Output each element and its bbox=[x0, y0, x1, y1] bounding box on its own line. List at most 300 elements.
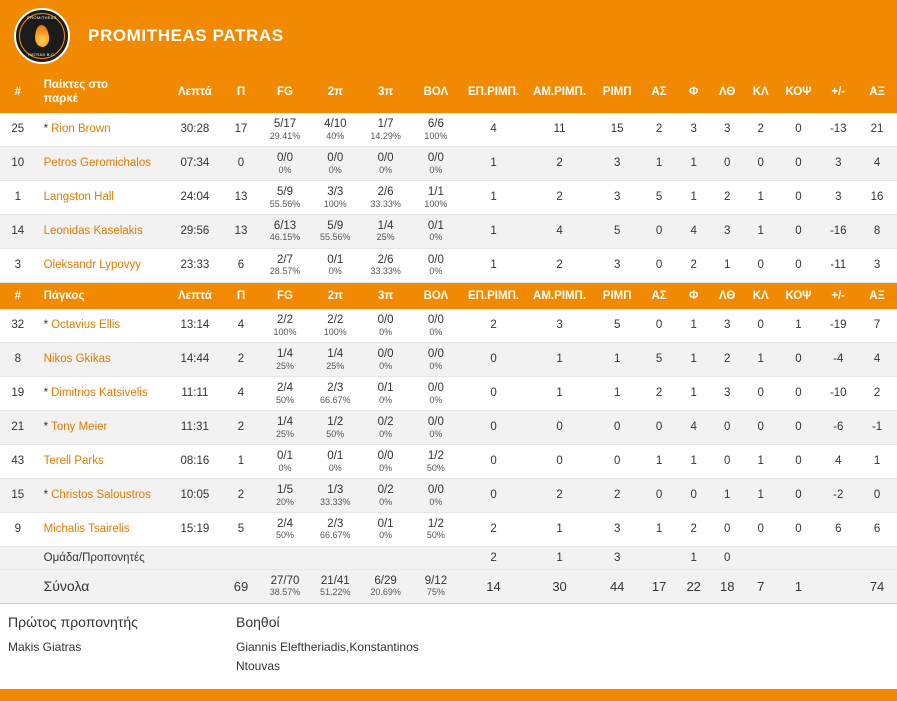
starter-two-made: 4/10 bbox=[324, 117, 347, 130]
bench-fg bbox=[260, 342, 310, 376]
totals-pm bbox=[819, 569, 857, 603]
starter-fg-made: 6/13 bbox=[273, 219, 297, 232]
bench-reb: 1 bbox=[593, 342, 641, 376]
col-three: 3π bbox=[360, 72, 410, 113]
bench-two-pct: 100% bbox=[323, 326, 347, 337]
bench-ft-made: 0/0 bbox=[427, 347, 444, 360]
col-fg-bench: FG bbox=[260, 282, 310, 309]
bench-fg-made: 1/4 bbox=[277, 347, 293, 360]
bench-three-made: 0/2 bbox=[377, 483, 394, 496]
bench-two bbox=[310, 410, 360, 444]
bench-blk: 0 bbox=[744, 410, 778, 444]
starter-three bbox=[360, 113, 410, 146]
bench-name-cell bbox=[36, 376, 168, 410]
starter-number: 25 bbox=[0, 113, 36, 146]
bench-ft bbox=[411, 309, 461, 342]
bench-ft-pct: 0% bbox=[429, 394, 443, 405]
bench-number: 43 bbox=[0, 444, 36, 478]
starter-fouls: 0 bbox=[778, 214, 820, 248]
starter-blk: 0 bbox=[744, 146, 778, 180]
starter-to: 1 bbox=[677, 146, 711, 180]
bench-name-cell bbox=[36, 410, 168, 444]
summary-body bbox=[0, 546, 897, 603]
bench-three-made: 0/0 bbox=[377, 347, 394, 360]
bench-fg bbox=[260, 410, 310, 444]
bench-blk: 0 bbox=[744, 376, 778, 410]
bench-two-made: 1/4 bbox=[327, 347, 344, 360]
bench-two-made: 2/3 bbox=[327, 381, 344, 394]
totals-ft bbox=[411, 569, 461, 603]
table-row[interactable] bbox=[0, 410, 897, 444]
starter-blk: 0 bbox=[744, 248, 778, 282]
table-row[interactable] bbox=[0, 248, 897, 282]
starter-two-made: 3/3 bbox=[327, 185, 344, 198]
bench-stl: 1 bbox=[710, 478, 744, 512]
col-points-bench: Π bbox=[222, 282, 260, 309]
bench-stl: 2 bbox=[710, 342, 744, 376]
table-row[interactable] bbox=[0, 309, 897, 342]
starter-eff: 21 bbox=[857, 113, 897, 146]
col-bench: Πάγκος bbox=[36, 282, 168, 309]
starter-fouls: 0 bbox=[778, 248, 820, 282]
bench-eff: 1 bbox=[857, 444, 897, 478]
bench-two bbox=[310, 478, 360, 512]
starter-number: 10 bbox=[0, 146, 36, 180]
totals-two-pct: 51.22% bbox=[320, 587, 351, 598]
team-row-to: 1 bbox=[677, 546, 711, 569]
starter-eff: 3 bbox=[857, 248, 897, 282]
head-coach-block bbox=[8, 614, 236, 676]
starter-name-cell bbox=[36, 214, 168, 248]
starter-three bbox=[360, 146, 410, 180]
totals-fg-pct: 38.57% bbox=[269, 587, 301, 598]
bench-blk: 1 bbox=[744, 444, 778, 478]
bench-reb: 0 bbox=[593, 410, 641, 444]
starter-points: 0 bbox=[222, 146, 260, 180]
starter-eff: 4 bbox=[857, 146, 897, 180]
table-row[interactable] bbox=[0, 512, 897, 546]
bench-stl: 0 bbox=[710, 410, 744, 444]
bench-three-pct: 0% bbox=[379, 394, 393, 405]
starter-ast: 1 bbox=[641, 146, 677, 180]
totals-num bbox=[0, 569, 36, 603]
col-ast-bench: ΑΣ bbox=[641, 282, 677, 309]
bench-two bbox=[310, 376, 360, 410]
starter-ft-made: 6/6 bbox=[427, 117, 444, 130]
player-link[interactable]: Leonidas Kaselakis bbox=[43, 225, 143, 238]
team-row-oreb: 2 bbox=[461, 546, 526, 569]
bench-oreb: 2 bbox=[461, 512, 526, 546]
totals-ast: 17 bbox=[641, 569, 677, 603]
bench-minutes: 10:05 bbox=[168, 478, 222, 512]
col-stl: ΛΘ bbox=[710, 72, 744, 113]
bench-name-cell bbox=[36, 512, 168, 546]
starter-minutes: 24:04 bbox=[168, 180, 222, 214]
col-two-bench: 2π bbox=[310, 282, 360, 309]
bench-fg bbox=[260, 478, 310, 512]
bench-ft bbox=[411, 478, 461, 512]
totals-to: 22 bbox=[677, 569, 711, 603]
starters-header-row bbox=[0, 72, 897, 113]
bench-ft bbox=[411, 444, 461, 478]
bench-three-pct: 0% bbox=[379, 326, 393, 337]
player-link[interactable]: Octavius Ellis bbox=[51, 319, 121, 332]
bench-dreb: 1 bbox=[526, 376, 593, 410]
bench-stl: 3 bbox=[710, 376, 744, 410]
player-link[interactable]: Rion Brown bbox=[51, 123, 111, 136]
bench-eff: 4 bbox=[857, 342, 897, 376]
team-row-eff bbox=[857, 546, 897, 569]
starter-ft-made: 0/0 bbox=[427, 151, 444, 164]
bench-two-made: 2/2 bbox=[327, 313, 344, 326]
starter-eff: 16 bbox=[857, 180, 897, 214]
team-logo-icon bbox=[14, 8, 70, 64]
starter-minutes: 07:34 bbox=[168, 146, 222, 180]
bench-ft bbox=[411, 342, 461, 376]
bench-dreb: 1 bbox=[526, 342, 593, 376]
player-link[interactable]: Oleksandr Lypovyy bbox=[43, 259, 141, 272]
bench-stl: 3 bbox=[710, 309, 744, 342]
col-fg: FG bbox=[260, 72, 310, 113]
totals-ft-pct: 75% bbox=[426, 587, 445, 598]
starter-ast: 2 bbox=[641, 113, 677, 146]
col-eff: ΑΞ bbox=[857, 72, 897, 113]
bench-three-made: 0/2 bbox=[377, 415, 394, 428]
bench-to: 1 bbox=[677, 444, 711, 478]
bench-two-pct: 50% bbox=[326, 428, 345, 439]
bench-header-row bbox=[0, 282, 897, 309]
bench-two-pct: 25% bbox=[326, 360, 345, 371]
starter-ft bbox=[411, 214, 461, 248]
starter-fouls: 0 bbox=[778, 180, 820, 214]
starter-ft bbox=[411, 113, 461, 146]
bench-three-pct: 0% bbox=[379, 496, 393, 507]
bench-fg-made: 1/5 bbox=[277, 483, 293, 496]
bench-name-cell bbox=[36, 478, 168, 512]
team-row-ft bbox=[411, 546, 461, 569]
starter-stl: 2 bbox=[710, 180, 744, 214]
boxscore-table bbox=[0, 72, 897, 604]
totals-fg bbox=[260, 569, 310, 603]
bench-reb: 0 bbox=[593, 444, 641, 478]
bench-minutes: 14:44 bbox=[168, 342, 222, 376]
starter-three bbox=[360, 214, 410, 248]
bench-plusminus: -2 bbox=[819, 478, 857, 512]
totals-reb: 44 bbox=[593, 569, 641, 603]
col-to-bench: Φ bbox=[677, 282, 711, 309]
player-link[interactable]: Langston Hall bbox=[43, 191, 114, 204]
col-reb-bench: ΡΙΜΠ bbox=[593, 282, 641, 309]
starter-two-pct: 55.56% bbox=[320, 232, 351, 243]
table-row[interactable] bbox=[0, 180, 897, 214]
starter-ft bbox=[411, 180, 461, 214]
bench-two bbox=[310, 309, 360, 342]
starter-oreb: 1 bbox=[461, 146, 526, 180]
starter-number: 3 bbox=[0, 248, 36, 282]
bench-plusminus: -4 bbox=[819, 342, 857, 376]
bench-three bbox=[360, 309, 410, 342]
starter-two bbox=[310, 248, 360, 282]
table-row[interactable] bbox=[0, 444, 897, 478]
bench-two-made: 1/2 bbox=[327, 415, 344, 428]
starter-to: 2 bbox=[677, 248, 711, 282]
starter-points: 13 bbox=[222, 214, 260, 248]
starter-two-pct: 0% bbox=[328, 164, 342, 175]
totals-dreb: 30 bbox=[526, 569, 593, 603]
bench-three-pct: 0% bbox=[379, 360, 393, 371]
bench-fg-pct: 0% bbox=[278, 462, 292, 473]
team-row-fouls bbox=[778, 546, 820, 569]
starter-three bbox=[360, 248, 410, 282]
starter-ft bbox=[411, 146, 461, 180]
bench-fg bbox=[260, 444, 310, 478]
bench-stl: 0 bbox=[710, 512, 744, 546]
starter-three-pct: 14.29% bbox=[370, 130, 401, 141]
totals-label: Σύνολα bbox=[36, 569, 168, 603]
starter-reb: 15 bbox=[593, 113, 641, 146]
player-link[interactable]: Nikos Gkikas bbox=[43, 353, 111, 366]
bench-two-made: 1/3 bbox=[327, 483, 344, 496]
starter-ft bbox=[411, 248, 461, 282]
starter-fg bbox=[260, 180, 310, 214]
bench-body bbox=[0, 309, 897, 546]
bench-three bbox=[360, 376, 410, 410]
bench-three-pct: 0% bbox=[379, 462, 393, 473]
starter-minutes: 30:28 bbox=[168, 113, 222, 146]
bench-three-made: 0/0 bbox=[377, 313, 394, 326]
starter-plusminus: -11 bbox=[819, 248, 857, 282]
totals-oreb: 14 bbox=[461, 569, 526, 603]
bench-two bbox=[310, 444, 360, 478]
starter-points: 17 bbox=[222, 113, 260, 146]
table-row[interactable] bbox=[0, 342, 897, 376]
starter-reb: 3 bbox=[593, 146, 641, 180]
bench-two-pct: 66.67% bbox=[320, 394, 351, 405]
bench-ast: 0 bbox=[641, 478, 677, 512]
bench-oreb: 2 bbox=[461, 309, 526, 342]
bench-fg-pct: 20% bbox=[276, 496, 295, 507]
bench-fg bbox=[260, 512, 310, 546]
bench-points: 4 bbox=[222, 376, 260, 410]
assistant-coach-title: Βοηθοί bbox=[236, 613, 280, 630]
bench-three-pct: 0% bbox=[379, 428, 393, 439]
starter-fg-pct: 0% bbox=[278, 164, 292, 175]
starter-three-pct: 0% bbox=[379, 164, 393, 175]
bench-reb: 1 bbox=[593, 376, 641, 410]
bench-fg-pct: 50% bbox=[276, 394, 295, 405]
player-link[interactable]: Christos Saloustros bbox=[51, 489, 151, 502]
starter-ft-pct: 100% bbox=[424, 198, 448, 209]
bench-three-made: 0/1 bbox=[377, 381, 394, 394]
team-row-ast bbox=[641, 546, 677, 569]
bench-three-made: 0/1 bbox=[377, 517, 394, 530]
bench-fg-pct: 100% bbox=[273, 326, 297, 337]
bench-ft-pct: 50% bbox=[426, 530, 445, 541]
col-reb: ΡΙΜΠ bbox=[593, 72, 641, 113]
starter-stl: 1 bbox=[710, 248, 744, 282]
starter-ft-pct: 100% bbox=[424, 130, 448, 141]
starter-blk: 1 bbox=[744, 180, 778, 214]
bench-eff: 2 bbox=[857, 376, 897, 410]
starter-fg-pct: 46.15% bbox=[269, 232, 301, 243]
starter-blk: 1 bbox=[744, 214, 778, 248]
starter-two-pct: 0% bbox=[328, 266, 342, 277]
totals-three-pct: 20.69% bbox=[370, 587, 401, 598]
starter-stl: 3 bbox=[710, 214, 744, 248]
bench-name-cell bbox=[36, 342, 168, 376]
table-row[interactable] bbox=[0, 214, 897, 248]
bench-ast: 0 bbox=[641, 309, 677, 342]
bench-number: 21 bbox=[0, 410, 36, 444]
starter-reb: 3 bbox=[593, 180, 641, 214]
bench-to: 4 bbox=[677, 410, 711, 444]
team-row-reb: 3 bbox=[593, 546, 641, 569]
bench-points: 2 bbox=[222, 410, 260, 444]
starter-plusminus: 3 bbox=[819, 146, 857, 180]
bench-ast: 1 bbox=[641, 444, 677, 478]
starter-ft-made: 1/1 bbox=[427, 185, 444, 198]
bench-fg-pct: 25% bbox=[276, 428, 295, 439]
starter-star-icon: * bbox=[43, 387, 49, 400]
starter-fg-made: 0/0 bbox=[277, 151, 293, 164]
starter-minutes: 29:56 bbox=[168, 214, 222, 248]
bench-fouls: 0 bbox=[778, 478, 820, 512]
col-points: Π bbox=[222, 72, 260, 113]
bench-minutes: 15:19 bbox=[168, 512, 222, 546]
starter-two-made: 0/1 bbox=[327, 253, 344, 266]
col-three-bench: 3π bbox=[360, 282, 410, 309]
bench-three-made: 0/0 bbox=[377, 449, 394, 462]
col-starters bbox=[36, 72, 168, 113]
col-starters-line2: παρκέ bbox=[43, 93, 78, 106]
bench-reb: 3 bbox=[593, 512, 641, 546]
team-coaches-row bbox=[0, 546, 897, 569]
col-two: 2π bbox=[310, 72, 360, 113]
bench-three bbox=[360, 342, 410, 376]
assistant-coach-names: Giannis Eleftheriadis,Konstantinos Ntouvas bbox=[236, 639, 419, 673]
starter-three-made: 2/6 bbox=[377, 185, 394, 198]
starter-oreb: 1 bbox=[461, 214, 526, 248]
starter-eff: 8 bbox=[857, 214, 897, 248]
totals-min bbox=[168, 569, 222, 603]
bench-two bbox=[310, 342, 360, 376]
player-link[interactable]: Michalis Tsairelis bbox=[43, 523, 130, 536]
player-link[interactable]: Terell Parks bbox=[43, 455, 104, 468]
starter-dreb: 2 bbox=[526, 248, 593, 282]
starter-dreb: 11 bbox=[526, 113, 593, 146]
table-row[interactable] bbox=[0, 376, 897, 410]
player-link[interactable]: Tony Meier bbox=[51, 421, 108, 434]
starter-ast: 5 bbox=[641, 180, 677, 214]
bench-ft bbox=[411, 512, 461, 546]
bench-ft-made: 0/0 bbox=[427, 483, 444, 496]
starter-blk: 2 bbox=[744, 113, 778, 146]
starter-minutes: 23:33 bbox=[168, 248, 222, 282]
starter-ast: 0 bbox=[641, 214, 677, 248]
col-ft: ΒΟΛ bbox=[411, 72, 461, 113]
col-oreb-bench: ΕΠ.ΡΙΜΠ. bbox=[461, 282, 526, 309]
bench-stl: 0 bbox=[710, 444, 744, 478]
bench-oreb: 0 bbox=[461, 444, 526, 478]
table-row[interactable] bbox=[0, 113, 897, 146]
bench-to: 0 bbox=[677, 478, 711, 512]
col-ft-bench: ΒΟΛ bbox=[411, 282, 461, 309]
bench-fg-made: 1/4 bbox=[277, 415, 293, 428]
bench-three bbox=[360, 478, 410, 512]
bench-fouls: 0 bbox=[778, 410, 820, 444]
bench-number: 8 bbox=[0, 342, 36, 376]
bench-fouls: 0 bbox=[778, 444, 820, 478]
totals-row bbox=[0, 569, 897, 603]
bench-ft-pct: 0% bbox=[429, 428, 443, 439]
starters-body bbox=[0, 113, 897, 282]
bench-plusminus: 4 bbox=[819, 444, 857, 478]
starter-name-cell bbox=[36, 180, 168, 214]
table-row[interactable] bbox=[0, 478, 897, 512]
team-row-blk bbox=[744, 546, 778, 569]
bench-dreb: 0 bbox=[526, 444, 593, 478]
bench-minutes: 11:11 bbox=[168, 376, 222, 410]
col-minutes: Λεπτά bbox=[168, 72, 222, 113]
bench-ft-pct: 50% bbox=[426, 462, 445, 473]
player-link[interactable]: Dimitrios Katsivelis bbox=[51, 387, 148, 400]
bench-fg-made: 0/1 bbox=[277, 449, 293, 462]
starter-number: 1 bbox=[0, 180, 36, 214]
bench-to: 1 bbox=[677, 342, 711, 376]
bench-plusminus: -6 bbox=[819, 410, 857, 444]
starter-ft-pct: 0% bbox=[429, 266, 443, 277]
bench-ft-made: 0/0 bbox=[427, 381, 444, 394]
player-link[interactable]: Petros Geromichalos bbox=[43, 157, 151, 170]
starter-dreb: 2 bbox=[526, 180, 593, 214]
head-coach-name: Makis Giatras bbox=[8, 639, 82, 654]
bench-ast: 0 bbox=[641, 410, 677, 444]
starter-fg bbox=[260, 214, 310, 248]
starter-points: 6 bbox=[222, 248, 260, 282]
starter-star-icon: * bbox=[43, 489, 49, 502]
totals-two-made: 21/41 bbox=[320, 574, 350, 587]
col-dreb-bench: ΑΜ.ΡΙΜΠ. bbox=[526, 282, 593, 309]
table-row[interactable] bbox=[0, 146, 897, 180]
col-number: # bbox=[0, 72, 36, 113]
starter-two-made: 0/0 bbox=[327, 151, 344, 164]
bench-dreb: 0 bbox=[526, 410, 593, 444]
bench-oreb: 0 bbox=[461, 376, 526, 410]
bench-eff: 0 bbox=[857, 478, 897, 512]
team-row-stl: 0 bbox=[710, 546, 744, 569]
starter-three bbox=[360, 180, 410, 214]
bench-fg-pct: 25% bbox=[276, 360, 295, 371]
bench-number: 9 bbox=[0, 512, 36, 546]
totals-two bbox=[310, 569, 360, 603]
starter-name-cell bbox=[36, 113, 168, 146]
bench-eff: -1 bbox=[857, 410, 897, 444]
logo-top-text: PROMITHEAS bbox=[27, 15, 57, 20]
bench-three bbox=[360, 444, 410, 478]
team-row-pm bbox=[819, 546, 857, 569]
bench-dreb: 2 bbox=[526, 478, 593, 512]
starter-dreb: 4 bbox=[526, 214, 593, 248]
starter-name-cell bbox=[36, 146, 168, 180]
team-title: PROMITHEAS PATRAS bbox=[88, 26, 284, 45]
bench-fg-made: 2/2 bbox=[277, 313, 293, 326]
totals-fg-made: 27/70 bbox=[270, 574, 300, 587]
bench-eff: 6 bbox=[857, 512, 897, 546]
bench-minutes: 08:16 bbox=[168, 444, 222, 478]
bench-blk: 1 bbox=[744, 478, 778, 512]
bench-to: 2 bbox=[677, 512, 711, 546]
bench-three-pct: 0% bbox=[379, 530, 393, 541]
